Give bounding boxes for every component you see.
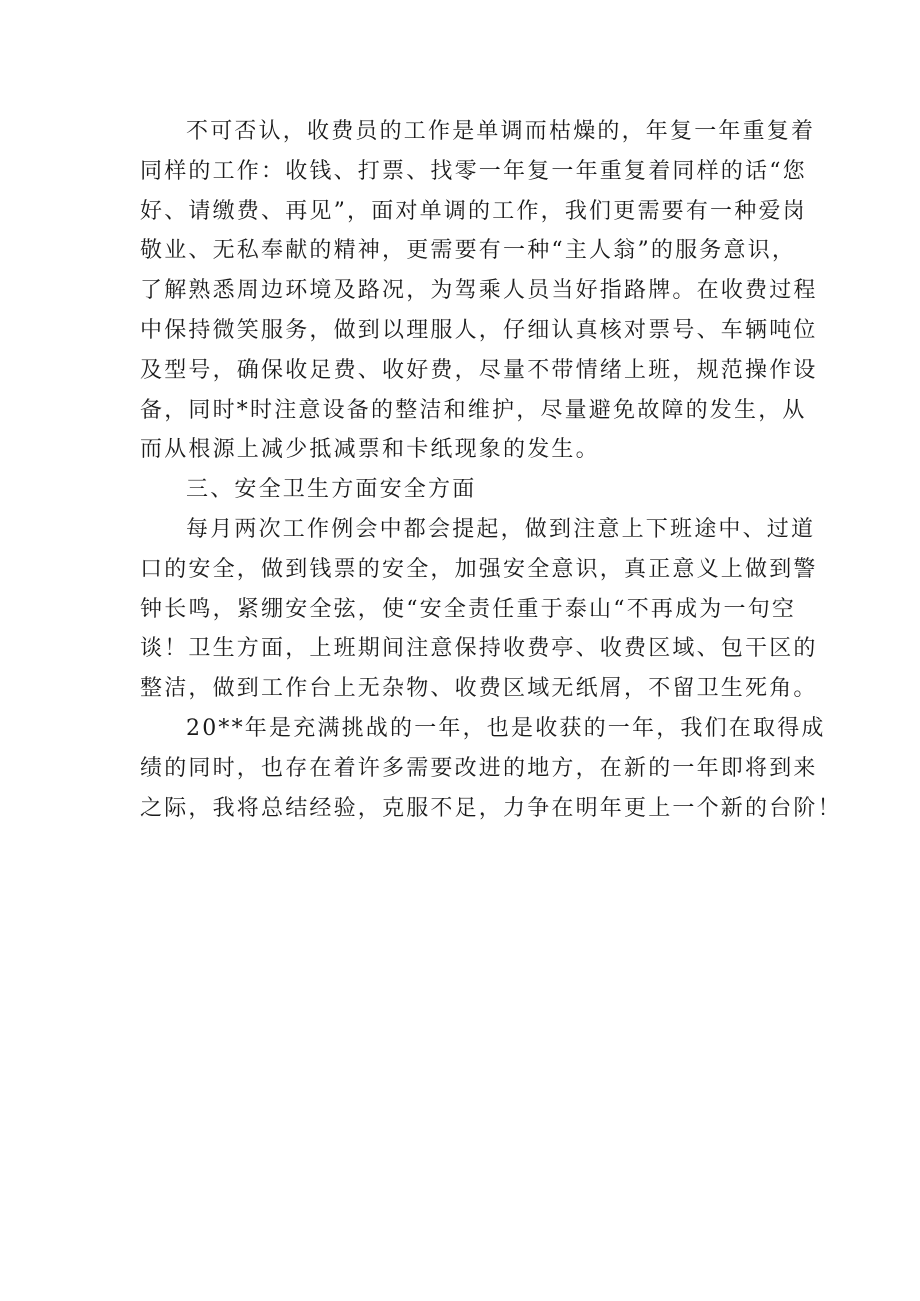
paragraph-conclusion <box>140 709 842 828</box>
text-line: 备，同时*时注意设备的整洁和维护，尽量避免故障的发生，从 <box>140 397 807 423</box>
paragraph-toll-work <box>140 112 818 470</box>
document-body <box>140 112 842 828</box>
text-line: 不可否认，收费员的工作是单调而枯燥的，年复一年重复着 <box>186 119 816 144</box>
text-line: 而从根源上减少抵减票和卡纸现象的发生。 <box>140 437 600 463</box>
text-line: 中保持微笑服务，做到以理服人，仔细认真核对票号、车辆吨位 <box>140 317 818 343</box>
text-line: 钟长鸣，紧绷安全弦，使“安全责任重于泰山“不再成为一句空 <box>140 596 797 622</box>
section-heading-safety-hygiene <box>140 470 784 510</box>
text-line: 敬业、无私奉献的精神，更需要有一种“主人翁”的服务意识， <box>140 238 797 264</box>
text-line: 谈！卫生方面，上班期间注意保持收费亭、收费区域、包干区的 <box>140 636 818 662</box>
section-heading: 三、安全卫生方面安全方面 <box>186 477 477 503</box>
text-line: 绩的同时，也存在着许多需要改进的地方，在新的一年即将到来 <box>140 755 818 781</box>
text-line: 整洁，做到工作台上无杂物、收费区域无纸屑，不留卫生死角。 <box>140 676 818 702</box>
text-line: 同样的工作：收钱、打票、找零一年复一年重复着同样的话“您 <box>140 158 807 184</box>
text-line: 每月两次工作例会中都会提起，做到注意上下班途中、过道 <box>186 516 816 542</box>
paragraph-safety <box>140 510 818 709</box>
text-line: 了解熟悉周边环境及路况，为驾乘人员当好指路牌。在收费过程 <box>140 278 818 304</box>
text-line: 口的安全，做到钱票的安全，加强安全意识，真正意义上做到警 <box>140 556 818 582</box>
text-line: 之际，我将总结经验，克服不足，力争在明年更上一个新的台阶！ <box>140 795 842 821</box>
text-line: 及型号，确保收足费、收好费，尽量不带情绪上班，规范操作设 <box>140 357 818 383</box>
text-line: 20**年是充满挑战的一年，也是收获的一年，我们在取得成 <box>186 715 826 741</box>
text-line: 好、请缴费、再见”，面对单调的工作，我们更需要有一种爱岗 <box>140 198 807 224</box>
